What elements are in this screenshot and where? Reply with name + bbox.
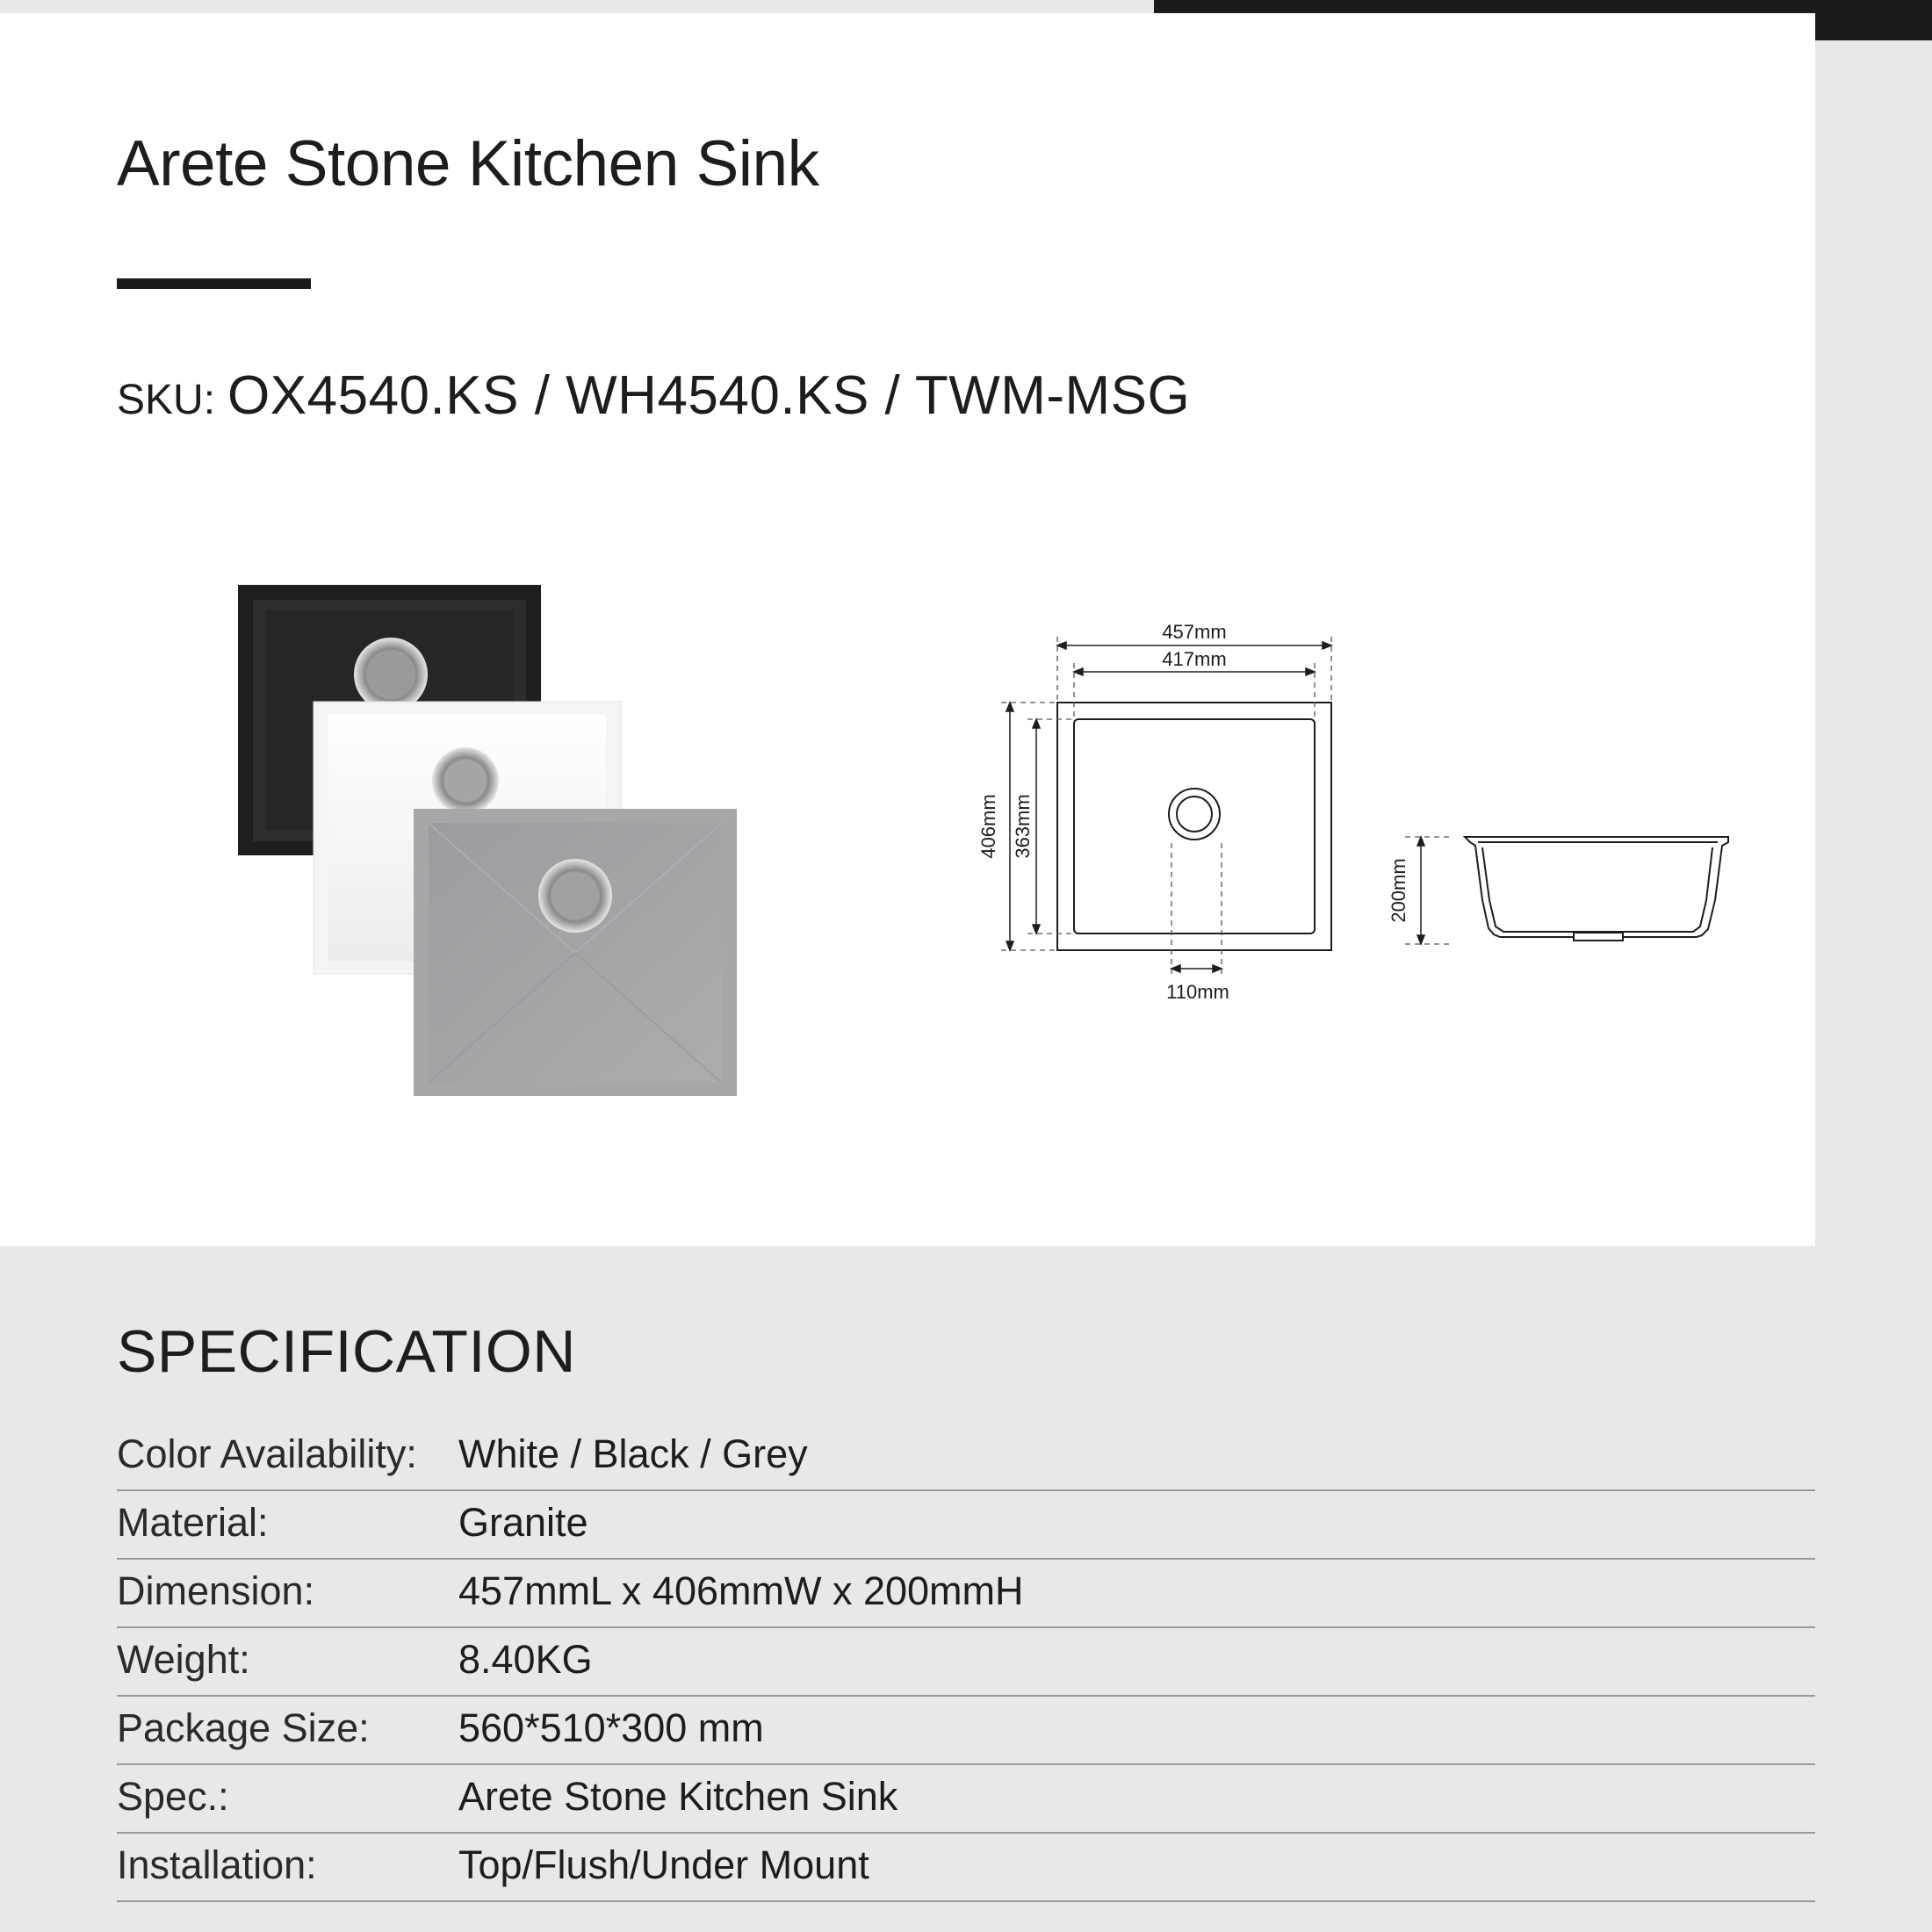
spec-label: Package Size: <box>117 1705 370 1750</box>
spec-value: 457mmL x 406mmW x 200mmH <box>458 1568 1024 1613</box>
spec-row-color <box>117 1423 1815 1491</box>
spec-value: 560*510*300 mm <box>458 1705 764 1750</box>
spec-value: Top/Flush/Under Mount <box>458 1842 869 1887</box>
sink-side-profile <box>1465 837 1728 941</box>
spec-row-spec <box>117 1765 1815 1834</box>
sink-outer-outline <box>1057 703 1331 950</box>
sku-row <box>117 364 1190 427</box>
specification-title: SPECIFICATION <box>117 1318 576 1385</box>
spec-value: Granite <box>458 1500 588 1545</box>
dim-inner-width-label: 417mm <box>1162 648 1227 670</box>
spec-label: Installation: <box>117 1842 317 1887</box>
product-title: Arete Stone Kitchen Sink <box>117 128 819 199</box>
spec-value: White / Black / Grey <box>458 1431 808 1476</box>
title-underline <box>117 278 311 289</box>
spec-label: Weight: <box>117 1637 250 1682</box>
dim-outer-width-label: 457mm <box>1162 621 1227 643</box>
dim-height-label: 200mm <box>1388 858 1409 923</box>
technical-drawing <box>975 619 1748 1023</box>
dim-outer-depth-label: 406mm <box>977 794 999 859</box>
sink-inner-outline <box>1074 719 1315 934</box>
spec-row-material <box>117 1491 1815 1560</box>
spec-row-installation <box>117 1834 1815 1902</box>
grey-sink-image <box>414 809 737 1096</box>
specification-table <box>117 1423 1815 1902</box>
spec-label: Color Availability: <box>117 1431 417 1476</box>
dim-drain-offset-label: 110mm <box>1166 981 1229 1003</box>
spec-row-weight <box>117 1628 1815 1697</box>
sink-photo-group <box>237 584 746 1098</box>
drain-inner-circle <box>1177 797 1212 832</box>
sku-value: OX4540.KS / WH4540.KS / TWM-MSG <box>227 365 1191 426</box>
panel-top-fill <box>0 13 1815 40</box>
sku-label: SKU: <box>117 377 216 423</box>
spec-value: 8.40KG <box>458 1637 593 1682</box>
spec-label: Spec.: <box>117 1774 229 1819</box>
spec-label: Dimension: <box>117 1568 315 1613</box>
product-panel <box>0 13 1815 1246</box>
spec-row-package-size <box>117 1697 1815 1765</box>
dim-inner-depth-label: 363mm <box>1012 794 1034 859</box>
spec-label: Material: <box>117 1500 269 1545</box>
spec-row-dimension <box>117 1560 1815 1628</box>
top-strip <box>0 0 1154 13</box>
spec-value: Arete Stone Kitchen Sink <box>458 1774 898 1819</box>
